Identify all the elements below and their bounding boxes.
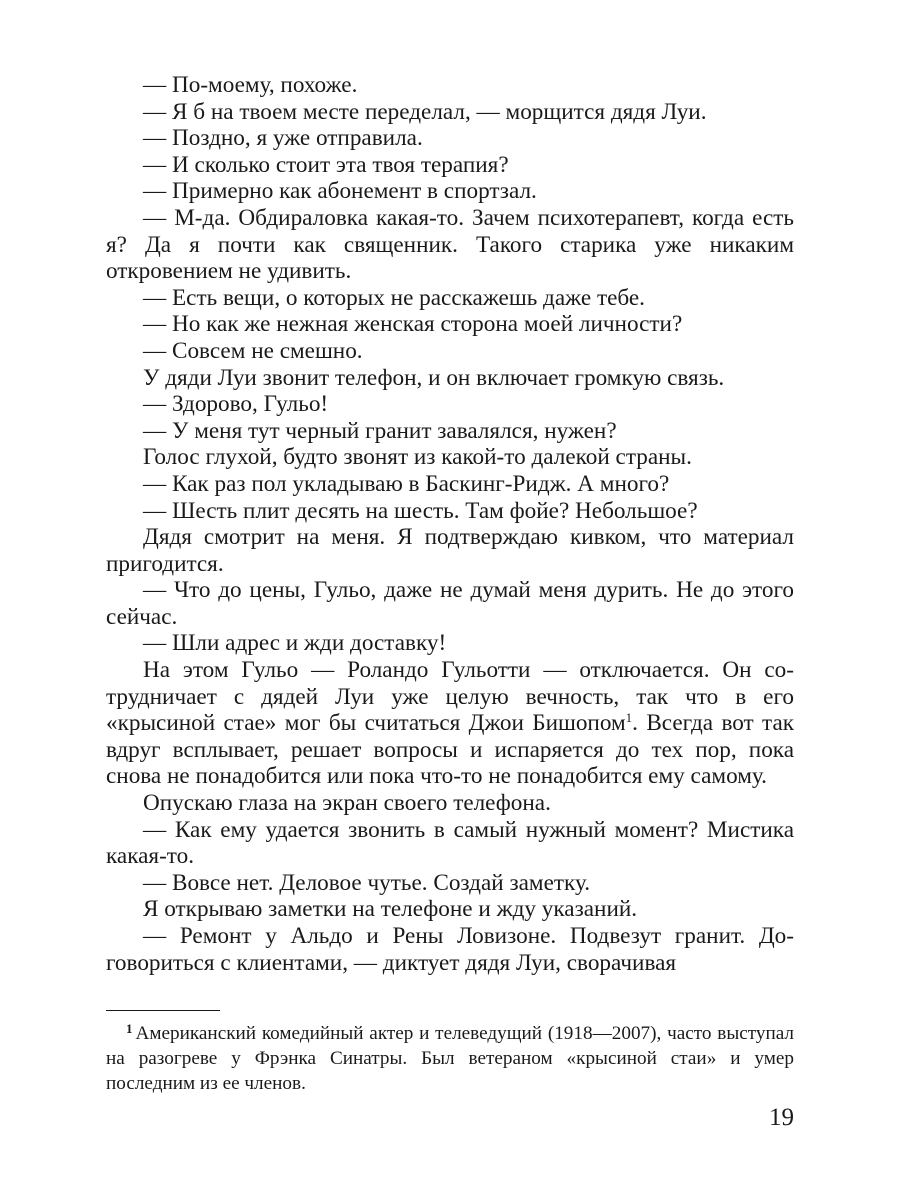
footnote-reference: 1 bbox=[625, 710, 633, 726]
paragraph: — Есть вещи, о которых не расскажешь даже тебе. bbox=[143, 284, 645, 311]
book-page-body bbox=[106, 72, 794, 976]
paragraph: — Ремонт у Альдо и Рены Ловизоне. Подвезут гранит. Договориться с клиентами, — диктует дядя Луи, сворачивая bbox=[106, 923, 794, 976]
paragraph: У дяди Луи звонит телефон, и он включает громкую связь. bbox=[143, 364, 725, 391]
paragraph-with-footnote-ref bbox=[106, 657, 794, 790]
paragraph: — И сколько стоит эта твоя терапия? bbox=[143, 151, 509, 178]
paragraph-text: На этом Гульо — Роландо Гульотти — отключается. Он сотрудничает с дядей Луи уже целую вечность, так что в его «крысиной стае» мог бы считаться Джои Бишопом bbox=[106, 657, 794, 737]
paragraph: — Как раз пол укладываю в Баскинг-Ридж. А много? bbox=[143, 470, 670, 497]
paragraph: — Что до цены, Гульо, даже не думай меня дурить. Не до этого сейчас. bbox=[106, 577, 794, 630]
footnotes bbox=[106, 1016, 794, 1096]
paragraph: — Шесть плит десять на шесть. Там фойе? Небольшое? bbox=[143, 497, 698, 524]
footnote-divider bbox=[106, 1010, 220, 1011]
paragraph: — Поздно, я уже отправила. bbox=[143, 125, 423, 152]
paragraph: — Примерно как абонемент в спортзал. bbox=[143, 178, 537, 205]
footnote bbox=[106, 1016, 794, 1096]
paragraph: — Совсем не смешно. bbox=[143, 337, 363, 364]
paragraph: — У меня тут черный гранит завалялся, нужен? bbox=[143, 417, 617, 444]
paragraph: — Шли адрес и жди доставку! bbox=[143, 630, 447, 657]
paragraph: — М-да. Обдираловка какая-то. Зачем психотерапевт, когда есть я? Да я почти как священник. Такого старика уже никаким откровением не удивить. bbox=[106, 204, 794, 285]
paragraph: — Я б на твоем месте переделал, — морщится дядя Луи. bbox=[143, 98, 707, 125]
paragraph: Я открываю заметки на телефоне и жду указаний. bbox=[143, 896, 638, 923]
paragraph: — Но как же нежная женская сторона моей личности? bbox=[143, 311, 683, 338]
footnote-mark: 1 bbox=[126, 1021, 133, 1036]
footnote-text: Американский комедийный актер и телеведущий (1918—2007), часто выступал на разогреве у Фрэнка Синатры. Был ветераном «крысиной стаи» и умер последним из ее членов. bbox=[106, 1023, 794, 1094]
paragraph: — Как ему удается звонить в самый нужный момент? Мистика какая-то. bbox=[106, 816, 794, 870]
paragraph: — Здорово, Гульо! bbox=[143, 391, 329, 418]
paragraph: — Вовсе нет. Деловое чутье. Создай заметку. bbox=[143, 869, 591, 896]
paragraph: Голос глухой, будто звонят из какой-то далекой страны. bbox=[143, 444, 692, 471]
paragraph: — По-моему, похоже. bbox=[143, 72, 358, 98]
paragraph-text: . Всегда вот так вдруг всплывает, решает вопросы и испаряется до тех пор, пока снова не понадобится или пока что-то не понадобится ему самому. bbox=[106, 710, 794, 790]
paragraph: Дядя смотрит на меня. Я подтверждаю кивком, что материал пригодится. bbox=[106, 524, 794, 577]
paragraph: Опускаю глаза на экран своего телефона. bbox=[143, 790, 551, 817]
page-number: 19 bbox=[769, 1104, 794, 1131]
